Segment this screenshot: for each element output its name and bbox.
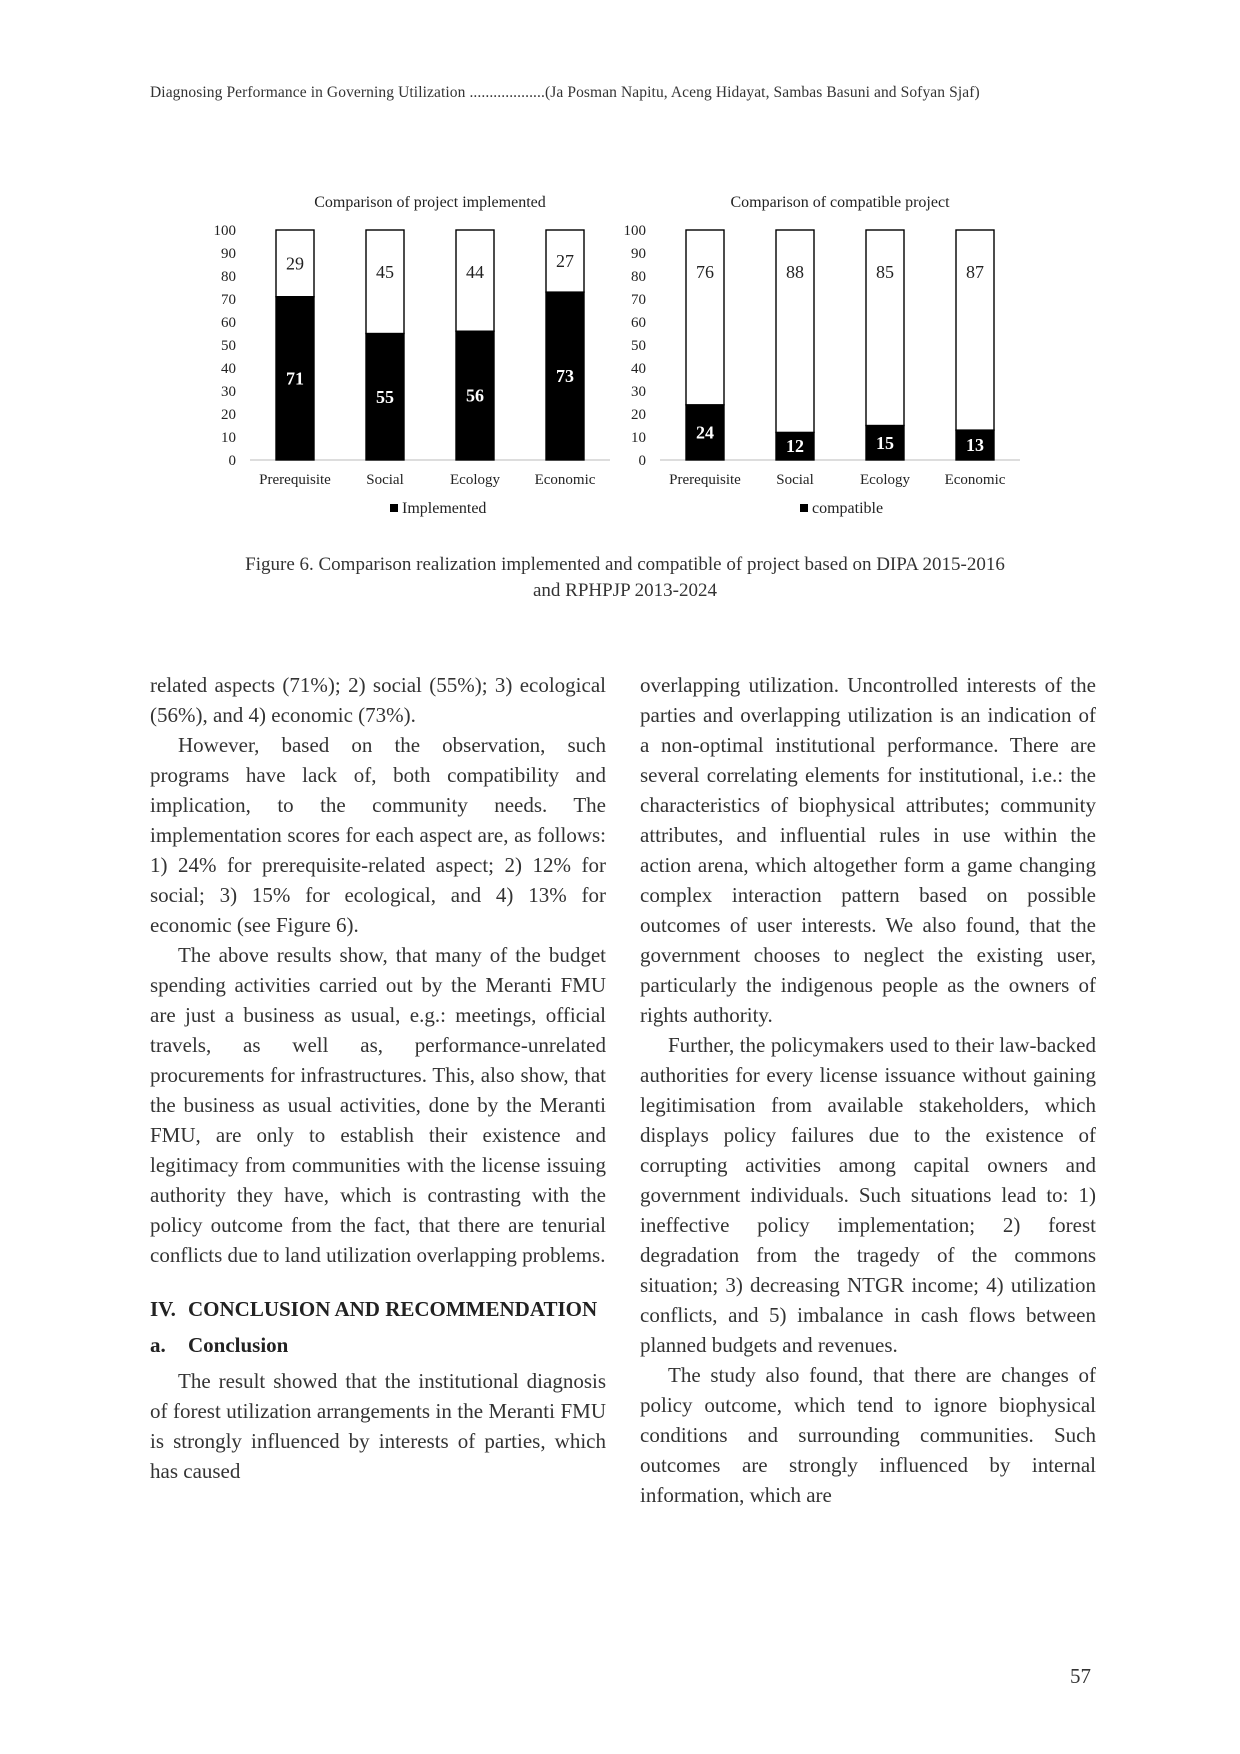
x-tick-label: Prerequisite	[669, 472, 741, 488]
y-tick-label: 60	[631, 315, 646, 331]
x-tick-label: Economic	[944, 472, 1006, 488]
chart-title: Comparison of project implemented	[314, 194, 546, 211]
subsection-title: Conclusion	[188, 1333, 289, 1357]
paragraph: However, based on the observation, such programs have lack of, both compatibility and implication, to the community needs. The implementation scores for each aspect are, as follows: 1) 24% for prerequisite-related aspect; 2) 12% for social; 3) 15% for ecological, and 4) 13% for economic (see Figure 6).	[150, 733, 606, 937]
data-label: 71	[286, 368, 304, 389]
x-tick-label: Economic	[534, 472, 596, 488]
bar-chart-implemented	[200, 190, 620, 544]
y-tick-label: 80	[221, 269, 236, 285]
figure-caption-line2: and RPHPJP 2013-2024	[532, 580, 718, 601]
y-tick-label: 70	[221, 292, 236, 308]
y-tick-label: 90	[631, 246, 646, 262]
page-number: 57	[1070, 1664, 1091, 1688]
data-label: 76	[696, 262, 714, 282]
bar-chart-compatible	[610, 190, 1030, 544]
y-tick-label: 40	[221, 361, 236, 377]
paragraph: related aspects (71%); 2) social (55%); 3) ecological (56%), and 4) economic (73%).	[150, 673, 606, 727]
subsection-heading	[150, 1330, 606, 1360]
y-tick-label: 80	[631, 269, 646, 285]
section-number: IV.	[150, 1297, 176, 1321]
y-tick-label: 10	[221, 430, 236, 446]
y-tick-label: 0	[228, 453, 236, 469]
data-label: 29	[286, 253, 304, 274]
paragraph: overlapping utilization. Uncontrolled interests of the parties and overlapping utilization is an indication of a non-optimal institutional performance. There are several correlating elements for institutional, i.e.: the characteristics of biophysical attributes; community attributes, and influential rules in use within the action arena, which altogether form a game changing complex interaction pattern based on possible outcomes of user interests. We also found, that the government chooses to neglect the existing user, particularly the indigenous people as the owners of rights authority.	[640, 673, 1096, 1027]
x-tick-label: Social	[366, 472, 404, 488]
paragraph: The above results show, that many of the budget spending activities carried out by the Meranti FMU are just a business as usual, e.g.: meetings, official travels, as well as, performance-unrelated procurements for infrastructures. This, also show, that the business as usual activities, done by the Meranti FMU, are only to establish their existence and legitimacy from communities with the license issuing authority they have, which is contrasting with the policy outcome from the fact, that there are tenurial conflicts due to land utilization overlapping problems.	[150, 943, 606, 1267]
data-label: 27	[556, 251, 574, 272]
y-tick-label: 100	[623, 223, 646, 239]
data-label: 55	[376, 386, 394, 407]
data-label: 56	[466, 385, 484, 406]
data-label: 13	[966, 435, 984, 456]
y-tick-label: 40	[631, 361, 646, 377]
data-label: 45	[376, 262, 394, 282]
left-column	[150, 670, 606, 1486]
bar-segment	[956, 230, 994, 430]
figure-caption-line1: Figure 6. Comparison realization implemented and compatible of project based on DIPA 2015-2016	[245, 554, 1005, 575]
data-label: 15	[876, 432, 894, 453]
data-label: 87	[966, 262, 984, 282]
y-tick-label: 70	[631, 292, 646, 308]
y-tick-label: 50	[221, 338, 236, 354]
figure-caption	[150, 552, 1100, 604]
data-label: 88	[786, 262, 804, 282]
section-title: CONCLUSION AND RECOMMENDATION	[188, 1297, 598, 1321]
bar-segment	[866, 230, 904, 426]
y-tick-label: 0	[638, 453, 646, 469]
legend-label: compatible	[812, 500, 884, 517]
y-tick-label: 30	[221, 384, 236, 400]
right-column	[640, 670, 1096, 1510]
data-label: 85	[876, 262, 894, 282]
paragraph: Further, the policymakers used to their law-backed authorities for every license issuance without gaining legitimisation from available stakeholders, which displays policy failures due to the existence of corrupting activities among capital owners and government individuals. Such situations lead to: 1) ineffective policy implementation; 2) forest degradation from the tragedy of the commons situation; 3) decreasing NTGR income; 4) utilization conflicts, and 5) imbalance in cash flows between planned budgets and revenues.	[640, 1033, 1096, 1357]
running-header-right: (Ja Posman Napitu, Aceng Hidayat, Sambas Basuni and Sofyan Sjaf)	[545, 84, 980, 101]
paragraph: The result showed that the institutional diagnosis of forest utilization arrangements in the Meranti FMU is strongly influenced by interests of parties, which has caused	[150, 1369, 606, 1483]
chart-svg-compatible	[610, 190, 1030, 540]
legend-label: Implemented	[402, 500, 487, 517]
paragraph: The study also found, that there are changes of policy outcome, which tend to ignore biophysical conditions and surrounding communities. Such outcomes are strongly influenced by internal information, which are	[640, 1363, 1096, 1507]
legend-swatch	[390, 504, 398, 512]
y-tick-label: 20	[631, 407, 646, 423]
bar-segment	[686, 230, 724, 405]
x-tick-label: Social	[776, 472, 814, 488]
data-label: 12	[786, 436, 804, 457]
y-tick-label: 90	[221, 246, 236, 262]
data-label: 73	[556, 366, 574, 387]
y-tick-label: 60	[221, 315, 236, 331]
y-tick-label: 50	[631, 338, 646, 354]
data-label: 24	[696, 422, 714, 443]
chart-svg-implemented	[200, 190, 620, 540]
subsection-number: a.	[150, 1333, 166, 1357]
x-tick-label: Ecology	[860, 472, 910, 488]
y-tick-label: 20	[221, 407, 236, 423]
chart-title: Comparison of compatible project	[730, 194, 950, 211]
y-tick-label: 30	[631, 384, 646, 400]
x-tick-label: Ecology	[450, 472, 500, 488]
y-tick-label: 10	[631, 430, 646, 446]
data-label: 44	[466, 262, 484, 282]
y-tick-label: 100	[213, 223, 236, 239]
bar-segment	[776, 230, 814, 432]
running-header-left: Diagnosing Performance in Governing Utilization ...................	[150, 84, 545, 101]
section-heading	[150, 1294, 606, 1324]
x-tick-label: Prerequisite	[259, 472, 331, 488]
running-header	[150, 84, 1100, 102]
legend-swatch	[800, 504, 808, 512]
